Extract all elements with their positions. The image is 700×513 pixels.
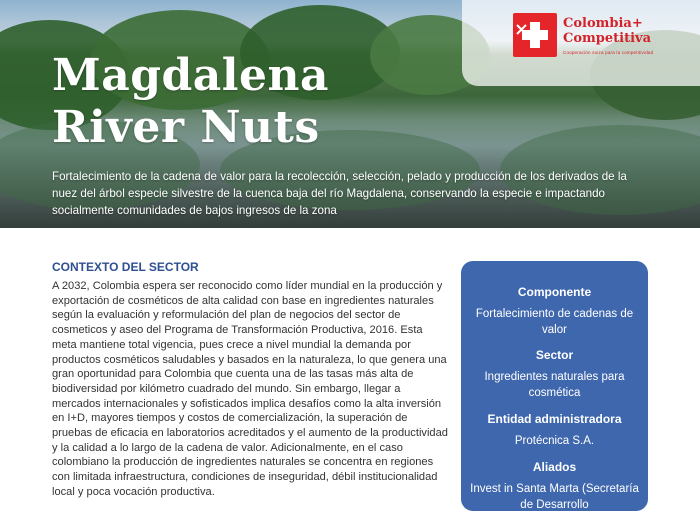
project-info-card	[461, 261, 648, 511]
section-body: A 2032, Colombia espera ser reconocido como líder mundial en la producción y exportación de cosméticos de alta calidad con base en ingredientes naturales según la evaluación y reformulación del plan de negocios del sector de cosmeticos y aseo del Programa de Transformación Productiva, 2016. Esta meta mantiene total vigencia, pues crece a nivel mundial la demanda por productos cosméticos saludables y basados en la naturaleza, lo que genera una gran oportunidad para Colombia que cuenta una de las tasas más alta de biodiversidad por kilómetro cuadrado del mundo. Sin embargo, llegar a mercados internacionales y sofisticados implica desafíos como la alta inversión en I+D, mayores tiempos y costos de comercialización, la superación de pruebas de eficacia en laboratorios acreditados y el aumento de la productividad y la calidad a lo largo de la cadena de valor. Adicionalmente, en el caso colombiano la producción de ingredientes naturales se concentra en regiones con limitada infraestructura, condiciones de inseguridad, débil institucionalidad local y poca vocación productiva.	[52, 280, 448, 498]
info-label: Componente	[517, 285, 592, 299]
logo-panel	[462, 0, 700, 86]
info-label: Entidad administradora	[487, 412, 622, 426]
info-sector	[461, 348, 648, 401]
logo-line2: Competitiva	[563, 31, 651, 46]
page-title	[52, 50, 329, 154]
page-title-line2: River Nuts	[52, 102, 320, 153]
page-title-line1: Magdalena	[52, 50, 329, 101]
info-aliados	[461, 460, 648, 513]
logo-wordmark	[563, 16, 651, 46]
hero-banner	[0, 0, 700, 228]
swiss-cross-logo-icon	[513, 13, 557, 57]
page-subtitle: Fortalecimiento de la cadena de valor para la recolección, selección, pelado y producción de los derivados de la nuez del árbol especie silvestre de la cuenca baja del río Magdalena, conservando la especie e impactando socialmente comunidades de bajos ingresos de la zona	[52, 170, 627, 217]
logo-line1: Colombia+	[563, 16, 643, 31]
section-title: CONTEXTO DEL SECTOR	[52, 260, 199, 274]
info-value: Fortalecimiento de cadenas de valor	[475, 308, 634, 336]
info-label: Aliados	[532, 460, 577, 474]
info-value: Protécnica S.A.	[514, 435, 595, 447]
logo-tagline: Cooperación suiza para la competitividad	[563, 50, 654, 55]
info-componente	[461, 285, 648, 338]
info-value: Ingredientes naturales para cosmética	[484, 371, 625, 399]
info-entidad	[461, 412, 648, 449]
info-value: Invest in Santa Marta (Secretaría de Desarrollo	[470, 483, 639, 511]
info-label: Sector	[535, 348, 574, 362]
